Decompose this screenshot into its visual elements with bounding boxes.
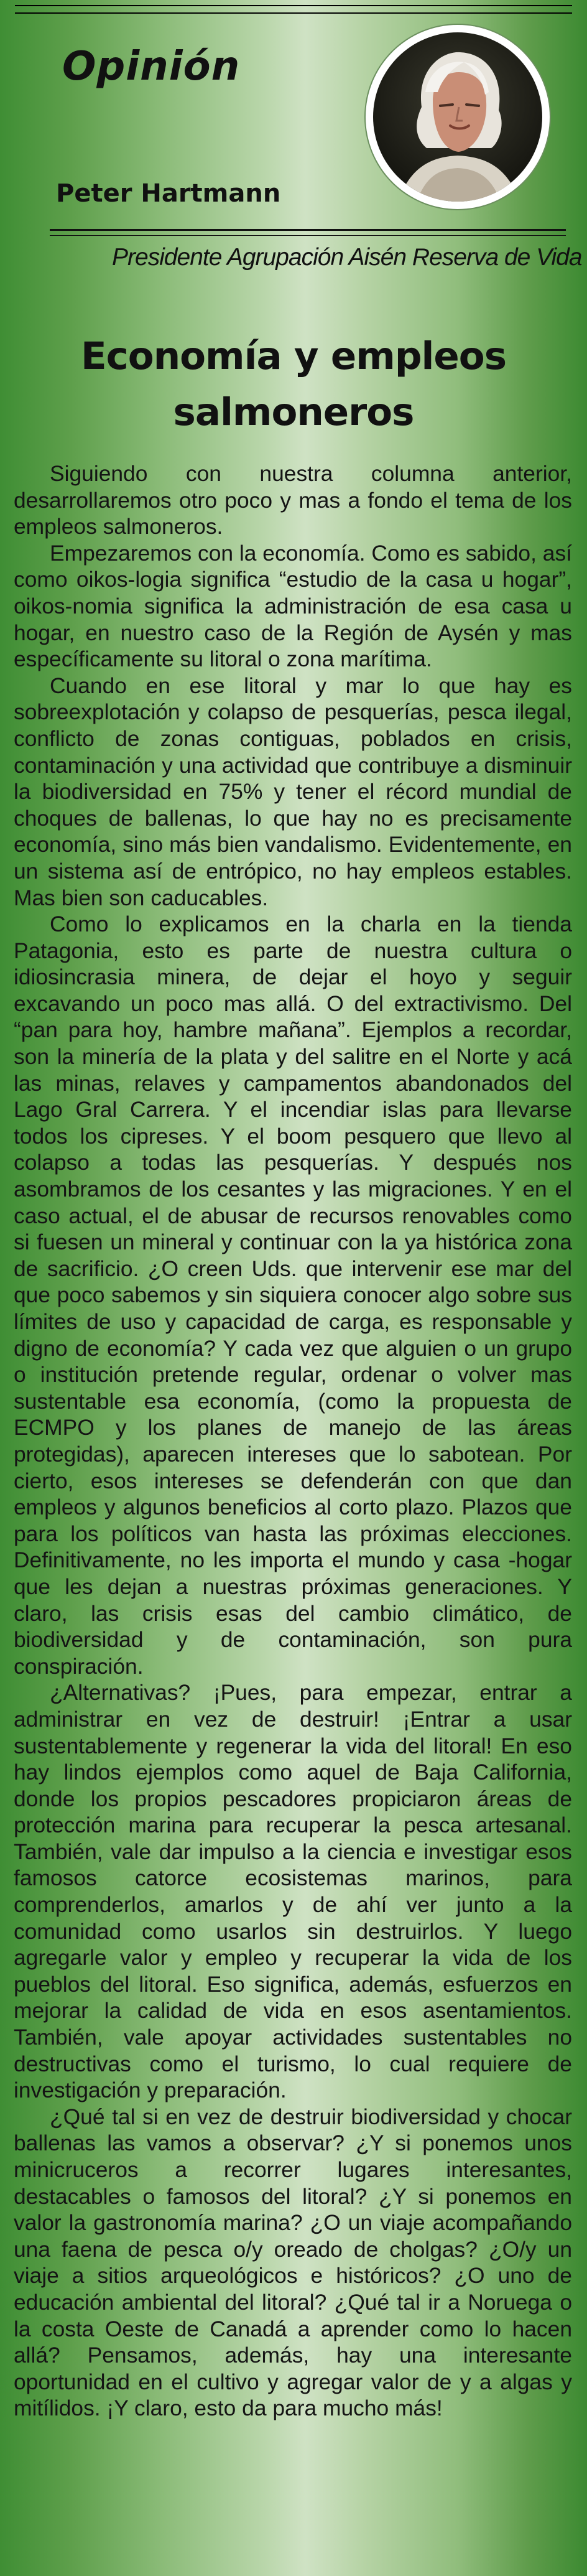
article-paragraph: Empezaremos con la economía. Como es sabido, así como oikos-logia significa “estudio de la casa u hogar”, oikos-nomia significa la administración de esa casa u hogar, en nuestro caso de la Región de Aysén y mas específicamente su litoral o zona marítima. xyxy=(14,540,572,672)
author-name: Peter Hartmann xyxy=(56,179,281,208)
article-body xyxy=(14,460,572,2422)
author-portrait-image xyxy=(373,32,542,202)
header-divider xyxy=(50,229,566,231)
article-paragraph: Cuando en ese litoral y mar lo que hay es sobreexplotación y colapso de pesquerías, pesca ilegal, conflicto de zonas contiguas, poblados en crisis, contaminación y una actividad que contribuye a disminuir la biodiversidad en 75% y tener el récord mundial de choques de ballenas, lo que hay no es precisamente economía, sino más bien vandalismo. Evidentemente, en un sistema así de entrópico, no hay empleos estables. Mas bien son caducables. xyxy=(14,673,572,910)
author-photo xyxy=(366,25,550,209)
article-paragraph: ¿Alternativas? ¡Pues, para empezar, entrar a administrar en vez de destruir! ¡Entrar a usar sustentablemente y regenerar la vida del litoral! En eso hay lindos ejemplos como aquel de Baja California, donde los propios pescadores propiciaron áreas de protección marina para recuperar la pesca artesanal. También, vale dar impulso a la ciencia e investigar esos famosos catorce ecosistemas marinos, para comprenderlos, amarlos y de ahí ver junto a la comunidad como usarlos sin destruirlos. Y luego agregarle valor y empleo y recuperar la vida de los pueblos del litoral. Eso significa, además, esfuerzos en mejorar la calidad de vida en esos asentamientos. También, vale apoyar actividades sustentables no destructivas como el turismo, lo cual requiere de investigación y preparación. xyxy=(14,1680,572,2103)
top-rule xyxy=(15,5,572,14)
article-paragraph: Siguiendo con nuestra columna anterior, desarrollaremos otro poco y mas a fondo el tema de los empleos salmoneros. xyxy=(14,461,572,539)
author-role: Presidente Agrupación Aisén Reserva de Vida xyxy=(112,244,582,271)
article-paragraph: Como lo explicamos en la charla en la tienda Patagonia, esto es parte de nuestra cultura o idiosincrasia minera, de dejar el hoyo y seguir excavando un poco mas allá. O del extractivismo. Del “pan para hoy, hambre mañana”. Ejemplos a recordar, son la minería de la plata y del salitre en el Norte y acá las minas, relaves y campamentos abandonados del Lago Gral Carrera. Y el incendiar islas para llevarse todos los cipreses. Y el boom pesquero que llevo al colapso a todas las pesquerías. Y después nos asombramos de los cesantes y las migraciones. Y en el caso actual, el de abusar de recursos renovables como si fuesen un mineral y continuar con la ya histórica zona de sacrificio. ¿O creen Uds. que intervenir ese mar del que poco sabemos y sin siquiera conocer algo sobre sus límites de uso y capacidad de carga, es responsable y digno de economía? Y cada vez que alguien o un grupo o institución pretende regular, ordenar o volver mas sustentable esa economía, (como la propuesta de ECMPO y los planes de manejo de las áreas protegidas), aparecen intereses que lo sabotean. Por cierto, esos intereses se defenderán con que dan empleos y algunos beneficios al corto plazo. Plazos que para los políticos van hasta las próximas elecciones. Definitivamente, no les importa el mundo y casa -hogar que les dejan a nuestras próximas generaciones. Y claro, las crisis esas del cambio climático, de biodiversidad y de contaminación, son pura conspiración. xyxy=(14,912,572,1679)
header-divider-thin xyxy=(50,235,566,236)
article-paragraph: ¿Qué tal si en vez de destruir biodiversidad y chocar ballenas las vamos a observar? ¿Y si ponemos unos minicruceros a recorrer lugares interesantes, destacables o famosos del litoral? ¿Y si ponemos en valor la gastronomía marina? ¿O un viaje acompañando una faena de pesca o/y oreado de cholgas? ¿O/y un viaje a sitios arqueológicos e históricos? ¿O uno de educación ambiental del litoral? ¿Qué tal ir a Noruega o la costa Oeste de Canadá a aprender como lo hacen allá? Pensamos, además, hay una interesante oportunidad en el cultivo y agregar valor de y a algas y mitílidos. ¡Y claro, esto da para mucho más! xyxy=(14,2104,572,2421)
article-title: Economía y empleos salmoneros xyxy=(80,334,507,434)
section-title: Opinión xyxy=(62,44,241,90)
